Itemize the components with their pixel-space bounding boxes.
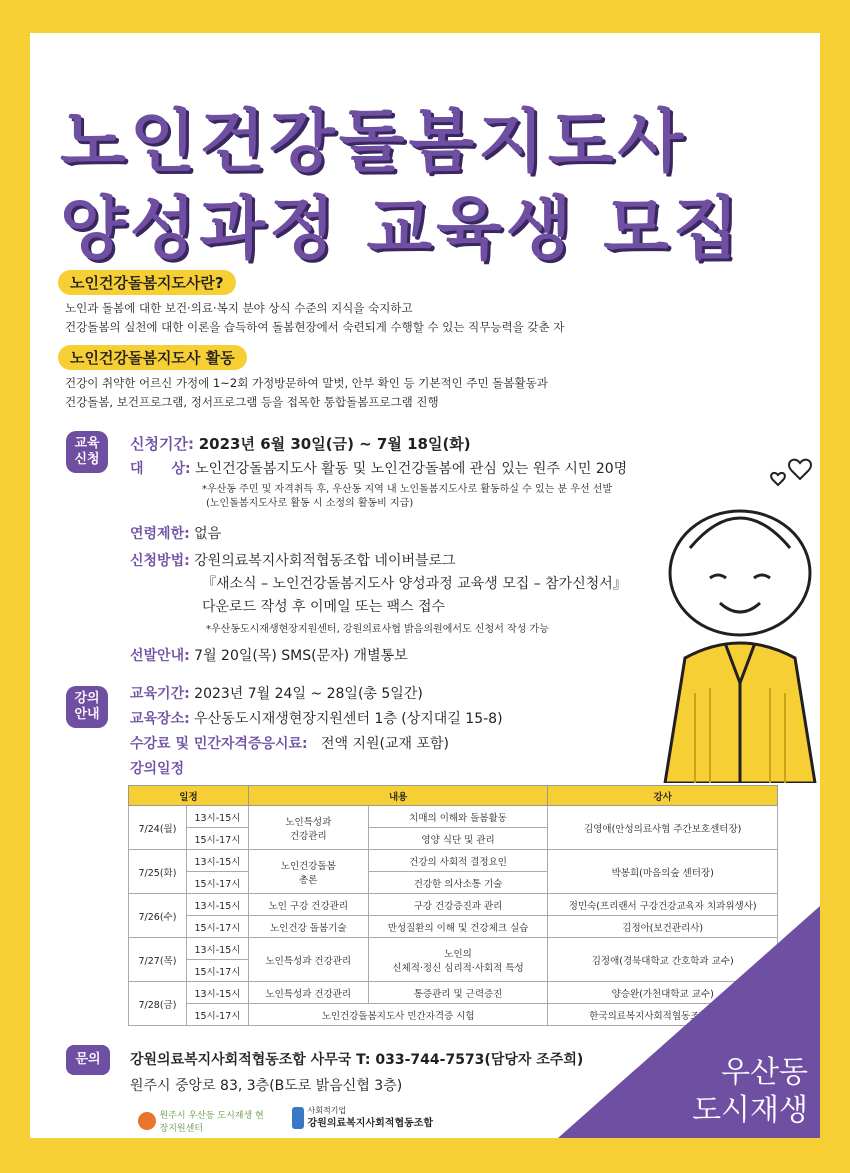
activity-text (65, 374, 548, 412)
teacher-cell: 김영애(안성의료사협 주간보호센터장) (548, 806, 778, 850)
teacher-cell: 박봉희(마음의숲 센터장) (548, 850, 778, 894)
teacher-cell: 양승완(가천대학교 교수) (548, 982, 778, 1004)
day-cell: 7/24(월) (129, 806, 187, 850)
time-cell: 15시-17시 (186, 872, 248, 894)
selection-notice: 선발안내: 7월 20일(목) SMS(문자) 개별통보 (130, 648, 408, 664)
category-cell: 노인 구강 건강관리 (248, 894, 368, 916)
content-cell: 영양 식단 및 관리 (368, 828, 548, 850)
header-teacher: 강사 (548, 786, 778, 806)
time-cell: 13시-15시 (186, 894, 248, 916)
section-heading-activity: 노인건강돌봄지도사 활동 (58, 345, 247, 370)
content-cell: 건강의 사회적 결정요인 (368, 850, 548, 872)
lecture-fee: 수강료 및 민간자격증응시료: 전액 지원(교재 포함) (130, 736, 450, 752)
section-heading-definition: 노인건강돌봄지도사란? (58, 270, 236, 295)
logo-mark-icon (292, 1107, 304, 1129)
content-cell: 노인의 신체적·정신 심리적·사회적 특성 (368, 938, 548, 982)
category-cell: 노인특성과 건강관리 (248, 982, 368, 1004)
content-cell: 건강한 의사소통 기술 (368, 872, 548, 894)
time-cell: 15시-17시 (186, 828, 248, 850)
time-cell: 13시-15시 (186, 806, 248, 828)
main-title-line2: 양성과정 교육생 모집 (60, 190, 743, 269)
time-cell: 13시-15시 (186, 982, 248, 1004)
content-cell: 구강 건강증진과 관리 (368, 894, 548, 916)
content-cell: 치매의 이해와 돌봄활동 (368, 806, 548, 828)
logo-cooperative: 사회적기업 강원의료복지사회적협동조합 (292, 1105, 433, 1130)
definition-line: 노인과 돌봄에 대한 보건·의료·복지 분야 상식 수준의 지식을 숙지하고 (65, 301, 413, 315)
content-cell: 노인건강돌봄지도사 민간자격증 시험 (248, 1004, 547, 1026)
teacher-cell: 한국의료복지사회적협동조합연합회 (548, 1004, 778, 1026)
table-header-row (129, 786, 778, 806)
badge-contact: 문의 (66, 1045, 110, 1075)
lecture-period: 교육기간: 2023년 7월 24일 ~ 28일(총 5일간) (130, 686, 423, 702)
target-note: *우산동 주민 및 자격취득 후, 우산동 지역 내 노인돌봄지도사로 활동하실 수 있는 분 우선 선발 (노인돌봄지도사로 활동 시 소정의 활동비 지급) (202, 484, 613, 509)
content-cell: 만성질환의 이해 및 건강체크 실습 (368, 916, 548, 938)
activity-line: 건강돌봄, 보건프로그램, 정서프로그램 등을 접목한 통합돌봄프로그램 진행 (65, 395, 439, 409)
day-cell: 7/28(금) (129, 982, 187, 1026)
time-cell: 15시-17시 (186, 960, 248, 982)
badge-lecture: 강의 안내 (66, 686, 108, 728)
activity-line: 건강이 취약한 어르신 가정에 1~2회 가정방문하여 말벗, 안부 확인 등 기본적인 주민 돌봄활동과 (65, 376, 548, 390)
day-cell: 7/27(목) (129, 938, 187, 982)
apply-period: 신청기간: 2023년 6월 30일(금) ~ 7월 18일(화) (130, 435, 471, 453)
contact-line: 강원의료복지사회적협동조합 사무국 T: 033-744-7573(담당자 조주희) (130, 1052, 584, 1068)
time-cell: 15시-17시 (186, 916, 248, 938)
content-cell: 통증관리 및 근력증진 (368, 982, 548, 1004)
day-cell: 7/26(수) (129, 894, 187, 938)
teacher-cell: 김정아(보건관리사) (548, 916, 778, 938)
category-cell: 노인건강돌봄 총론 (248, 850, 368, 894)
main-title-line1: 노인건강돌봄지도사 (60, 103, 688, 182)
definition-line: 건강돌봄의 실천에 대한 이론을 습득하여 돌봄현장에서 숙련되게 수행할 수 있는 직무능력을 갖춘 자 (65, 320, 565, 334)
time-cell: 15시-17시 (186, 1004, 248, 1026)
poster (30, 33, 820, 1138)
contact-address: 원주시 중앙로 83, 3층(B도로 밝음신협 3층) (130, 1078, 403, 1094)
table-row (129, 850, 778, 872)
elder-character-illustration (650, 453, 820, 783)
header-schedule: 일정 (129, 786, 249, 806)
corner-label: 우산동 도시재생 (692, 1055, 808, 1128)
teacher-cell: 김정애(경북대학교 간호학과 교수) (548, 938, 778, 982)
teacher-cell: 정민숙(프리랜서 구강건강교육자 치과위생사) (548, 894, 778, 916)
badge-apply: 교육 신청 (66, 431, 108, 473)
logo-regeneration-center: 원주시 우산동 도시재생 현장지원센터 (138, 1108, 278, 1134)
category-cell: 노인건강 돌봄기술 (248, 916, 368, 938)
time-cell: 13시-15시 (186, 850, 248, 872)
definition-text (65, 299, 564, 337)
logo-mark-icon (138, 1112, 156, 1130)
lecture-place: 교육장소: 우산동도시재생현장지원센터 1층 (상지대길 15-8) (130, 711, 503, 727)
header-content: 내용 (248, 786, 547, 806)
apply-method: 신청방법: 강원의료복지사회적협동조합 네이버블로그 『새소식 – 노인건강돌봄지도사 양성과정 교육생 모집 – 참가신청서』 다운로드 작성 후 이메일 또는 팩스 접수 (130, 553, 627, 615)
apply-target: 대 상: 노인건강돌봄지도사 활동 및 노인건강돌봄에 관심 있는 원주 시민 20명 (130, 461, 628, 477)
category-cell: 노인특성과 건강관리 (248, 938, 368, 982)
time-cell: 13시-15시 (186, 938, 248, 960)
table-row (129, 806, 778, 828)
day-cell: 7/25(화) (129, 850, 187, 894)
method-note: *우산동도시재생현장지원센터, 강원의료사협 밝음의원에서도 신청서 작성 가능 (206, 624, 549, 635)
category-cell: 노인특성과 건강관리 (248, 806, 368, 850)
age-limit: 연령제한: 없음 (130, 526, 222, 542)
schedule-label: 강의일정 (130, 761, 185, 777)
